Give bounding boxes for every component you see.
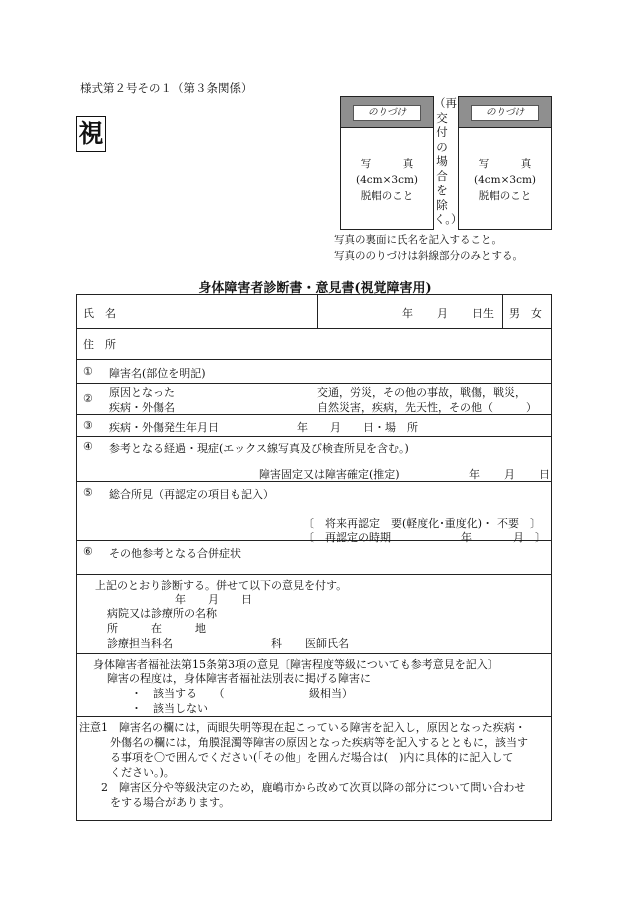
note-2b: をする場合があります。	[110, 796, 231, 809]
item6-number: ⑥	[83, 545, 93, 558]
item2-options-2: 自然災害，疾病，先天性，その他（ ）	[317, 401, 537, 414]
diagnosis-date: 年 月 日	[175, 593, 252, 606]
vertical-note: （再交付の場合を除く。）	[434, 96, 463, 226]
department-label: 診療担当科名	[107, 637, 173, 650]
photo-box-right	[458, 96, 552, 230]
hospital-location-label: 所 在 地	[107, 622, 206, 635]
opinion-line2: 障害の程度は，身体障害者福祉法別表に掲げる障害に	[107, 672, 371, 685]
photo-size: (4cm×3cm)	[355, 174, 419, 186]
photo-no-hat: 脱帽のこと	[478, 190, 532, 202]
glue-strip	[459, 97, 551, 128]
item5-reassess-1a: 〔 将来再認定 要(軽度化･重度化)・	[303, 517, 494, 530]
item4-fixed-label: 障害固定又は障害確定(推定)	[259, 468, 400, 481]
name-label: 氏 名	[83, 307, 116, 320]
note-1a: 注意1 障害名の欄には，両眼失明等現在起こっている障害を記入し，原因となった疾病・	[79, 721, 526, 734]
photo-box-left	[340, 96, 434, 230]
department-suffix: 科	[271, 637, 282, 650]
opinion-title: 身体障害者福祉法第15条第3項の意見〔障害程度等級についても参考意見を記入〕	[93, 658, 499, 671]
item3-label: 疾病・外傷発生年月日	[109, 421, 219, 434]
photo-label: 写 真	[360, 158, 414, 170]
item2-label-2: 疾病・外傷名	[109, 401, 175, 414]
item2-number: ②	[83, 392, 93, 405]
item5-reassess-2a: 〔 再認定の時期	[303, 531, 391, 544]
item1-label: 障害名(部位を明記)	[109, 367, 206, 380]
visual-type-mark: 視	[76, 116, 106, 152]
option-not-applicable: ・ 該当しない	[131, 702, 208, 715]
item5-reassess-2c: 月 〕	[513, 531, 546, 544]
item3-number: ③	[83, 419, 93, 432]
photo-no-hat: 脱帽のこと	[360, 190, 414, 202]
form-title: 身体障害者診断書・意見書(視覚障害用)	[198, 281, 432, 296]
birth-year-label: 年	[402, 307, 413, 320]
photo-note-1: 写真の裏面に氏名を記入すること。	[334, 234, 502, 246]
item4-day: 日	[539, 468, 550, 481]
item3-date: 年 月 日・場 所	[297, 421, 418, 434]
note-1c: る事項を〇で囲んでください(「その他」を囲んだ場合は( )内に具体的に記入して	[110, 751, 514, 764]
glue-label: のりづけ	[353, 105, 421, 121]
item1-number: ①	[83, 365, 93, 378]
item5-number: ⑤	[83, 486, 93, 499]
option-grade: 級相当）	[309, 687, 353, 700]
item5-reassess-1b: 不要 〕	[497, 517, 541, 530]
note-1d: ください。)。	[110, 766, 175, 779]
item6-label: その他参考となる合併症状	[109, 547, 241, 560]
item4-month: 月	[504, 468, 515, 481]
photo-note-2: 写真ののりづけは斜線部分のみとする。	[334, 250, 523, 262]
glue-label: のりづけ	[471, 105, 539, 121]
note-1b: 外傷名の欄には，角膜混濁等障害の原因となった疾病等を記入するとともに，該当す	[110, 736, 528, 749]
item5-label: 総合所見（再認定の項目も記入）	[109, 488, 274, 501]
item4-year: 年	[469, 468, 480, 481]
note-2a: 2 障害区分や等級決定のため，鹿嶋市から改めて次頁以降の部分について問い合わせ	[101, 781, 526, 794]
form-number: 様式第２号その１（第３条関係）	[80, 81, 253, 95]
option-applicable: ・ 該当する （	[131, 687, 225, 700]
item4-label: 参考となる経過・現症(エックス線写真及び検査所見を含む。)	[109, 442, 409, 455]
sex-options: 男 女	[509, 307, 542, 320]
photo-size: (4cm×3cm)	[473, 174, 537, 186]
glue-strip	[341, 97, 433, 128]
hospital-name-label: 病院又は診療所の名称	[107, 607, 217, 620]
item2-label-1: 原因となった	[109, 386, 175, 399]
photo-label: 写 真	[478, 158, 532, 170]
doctor-name-label: 医師氏名	[305, 637, 349, 650]
birth-month-label: 月	[437, 307, 448, 320]
birth-day-label: 日生	[472, 307, 494, 320]
diagnosis-statement: 上記のとおり診断する。併せて以下の意見を付す。	[95, 579, 348, 592]
item4-number: ④	[83, 440, 93, 453]
item5-reassess-2b: 年	[461, 531, 472, 544]
address-label: 住 所	[83, 338, 116, 351]
item2-options-1: 交通，労災，その他の事故，戦傷，戦災，	[317, 386, 526, 399]
diagnosis-form	[76, 294, 552, 821]
